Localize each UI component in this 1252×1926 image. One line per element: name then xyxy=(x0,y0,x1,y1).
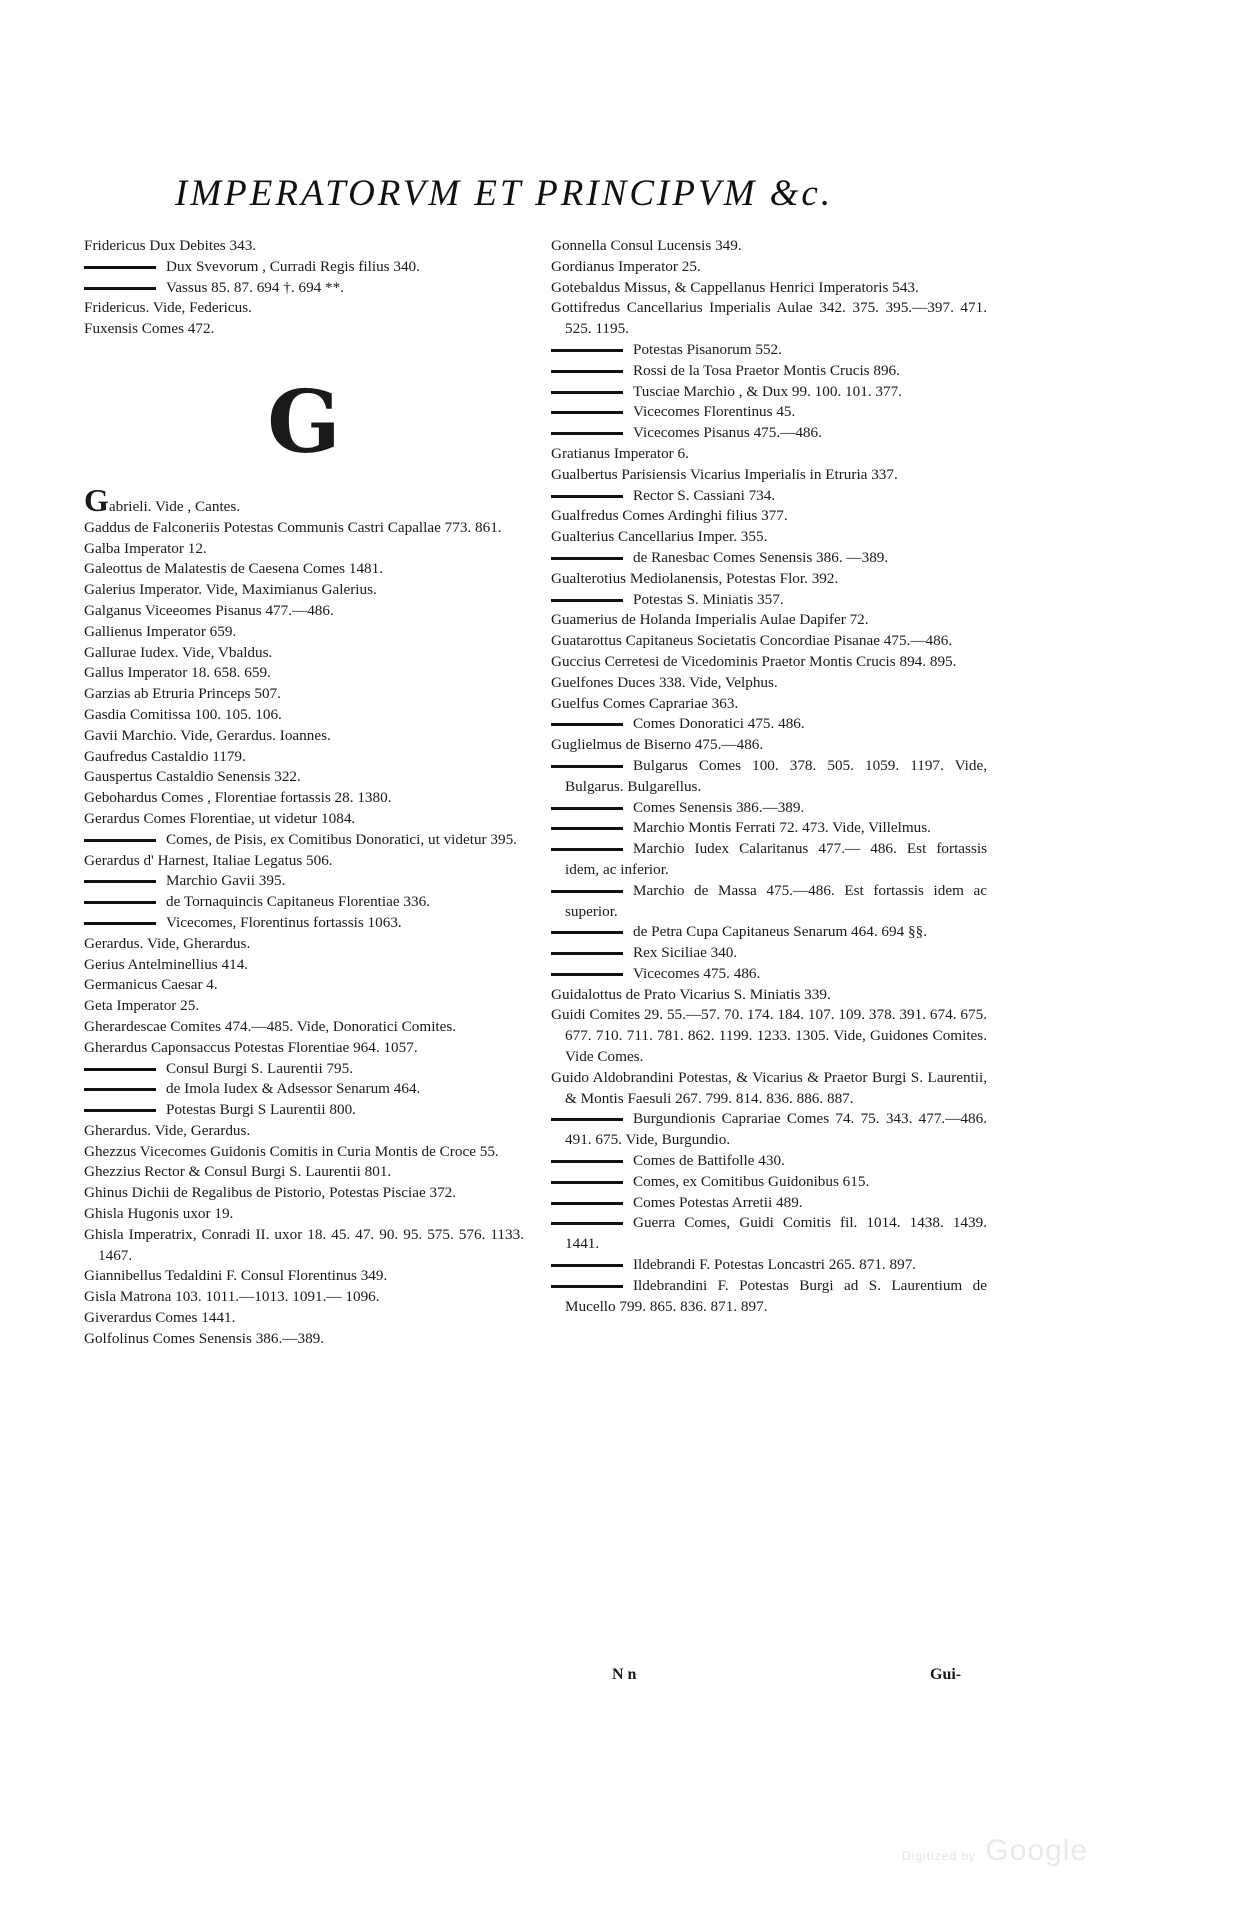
index-entry xyxy=(551,1068,987,1110)
index-entry xyxy=(84,1017,524,1038)
index-entry xyxy=(84,1308,524,1329)
index-subentry xyxy=(551,423,987,444)
index-entry xyxy=(84,1162,524,1183)
entry-text: Ildebrandini F. Potestas Burgi ad S. Laurentium de Mucello 799. 865. 836. 871. 897. xyxy=(565,1276,987,1315)
index-subentry xyxy=(551,839,987,881)
index-entry xyxy=(84,684,524,705)
entries-g xyxy=(84,481,524,1350)
entry-text: Fridericus. Vide, Federicus. xyxy=(84,299,252,317)
entry-text: Gherardescae Comites 474.—485. Vide, Donoratici Comites. xyxy=(84,1017,457,1035)
index-subentry xyxy=(84,892,524,913)
index-subentry xyxy=(84,913,524,934)
entry-text: Golfolinus Comes Senensis 386.—389. xyxy=(84,1329,325,1347)
index-entry xyxy=(84,622,524,643)
entries-g-continued xyxy=(551,236,987,1317)
entry-text: Gordianus Imperator 25. xyxy=(551,257,701,275)
entry-text: Comes, de Pisis, ex Comitibus Donoratici, ut videtur 395. xyxy=(166,830,517,848)
index-subentry xyxy=(551,1193,987,1214)
index-entry xyxy=(551,610,987,631)
entry-text: Gallienus Imperator 659. xyxy=(84,622,237,640)
entry-text: Ghezzus Vicecomes Guidonis Comitis in Curia Montis de Croce 55. xyxy=(84,1142,499,1160)
initial-letter: G xyxy=(84,481,109,518)
digitized-watermark xyxy=(902,1834,1088,1868)
entries-f xyxy=(84,236,524,340)
entry-text: Tusciae Marchio , & Dux 99. 100. 101. 377. xyxy=(633,382,902,400)
entry-text: Fuxensis Comes 472. xyxy=(84,320,215,338)
entry-text: Guido Aldobrandini Potestas, & Vicarius & Praetor Burgi S. Laurentii, & Montis Faesuli 267. 799. 814. 836. 886. 887. xyxy=(551,1068,987,1107)
entry-text: abrieli. Vide , Cantes. xyxy=(108,497,241,515)
entry-text: Marchio Gavii 395. xyxy=(166,872,286,890)
watermark-name: Google xyxy=(985,1834,1089,1867)
entry-text: Garzias ab Etruria Princeps 507. xyxy=(84,685,281,703)
index-entry xyxy=(84,1038,524,1059)
entry-text: Fridericus Dux Debites 343. xyxy=(84,237,257,254)
entry-text: Guelfones Duces 338. Vide, Velphus. xyxy=(551,673,778,691)
index-entry xyxy=(551,278,987,299)
index-entry xyxy=(84,518,524,539)
index-subentry xyxy=(84,1079,524,1100)
page-title: IMPERATORVM ET PRINCIPVM &c. xyxy=(175,173,834,214)
index-entry xyxy=(84,955,524,976)
entry-text: Comes Donoratici 475. 486. xyxy=(633,715,805,733)
entry-text: Potestas Burgi S Laurentii 800. xyxy=(166,1101,356,1119)
entry-text: de Ranesbac Comes Senensis 386. —389. xyxy=(633,548,889,566)
index-entry xyxy=(84,975,524,996)
index-entry xyxy=(84,1121,524,1142)
index-entry xyxy=(551,1005,987,1067)
entry-text: Gallus Imperator 18. 658. 659. xyxy=(84,664,271,682)
index-entry xyxy=(84,663,524,684)
entry-text: Gerardus Comes Florentiae, ut videtur 1084. xyxy=(84,809,356,827)
index-subentry xyxy=(84,871,524,892)
entry-text: Gratianus Imperator 6. xyxy=(551,444,689,462)
index-entry xyxy=(84,851,524,872)
index-entry xyxy=(551,527,987,548)
entry-text: Gavii Marchio. Vide, Gerardus. Ioannes. xyxy=(84,726,331,744)
index-entry xyxy=(551,465,987,486)
entry-text: Gualterotius Mediolanensis, Potestas Flor. 392. xyxy=(551,569,839,587)
index-subentry xyxy=(551,818,987,839)
index-entry xyxy=(551,444,987,465)
index-subentry xyxy=(84,257,524,278)
entry-text: Rossi de la Tosa Praetor Montis Crucis 896. xyxy=(633,361,900,379)
index-entry xyxy=(84,1183,524,1204)
index-entry xyxy=(84,767,524,788)
index-column-right xyxy=(551,236,987,1317)
entry-text: Ghisla Hugonis uxor 19. xyxy=(84,1205,234,1223)
entry-text: Vicecomes 475. 486. xyxy=(633,964,761,982)
index-subentry xyxy=(551,402,987,423)
index-entry xyxy=(551,631,987,652)
index-entry xyxy=(84,726,524,747)
entry-text: Gualterius Cancellarius Imper. 355. xyxy=(551,528,768,546)
entry-text: Vicecomes Pisanus 475.—486. xyxy=(633,424,822,442)
entry-text: Vicecomes Florentinus 45. xyxy=(633,403,796,421)
entry-text: Rex Siciliae 340. xyxy=(633,944,738,962)
entry-text: Comes, ex Comitibus Guidonibus 615. xyxy=(633,1172,870,1190)
entry-text: Marchio Iudex Calaritanus 477.— 486. Est fortassis idem, ac inferior. xyxy=(565,840,987,878)
signature-mark: N n xyxy=(612,1666,637,1683)
index-entry xyxy=(84,747,524,768)
entry-text: Vicecomes, Florentinus fortassis 1063. xyxy=(166,913,402,931)
section-letter: G xyxy=(267,371,341,473)
entry-text: Gauspertus Castaldio Senensis 322. xyxy=(84,768,301,786)
entry-text: Gualfredus Comes Ardinghi filius 377. xyxy=(551,507,788,525)
entry-text: Ildebrandi F. Potestas Loncastri 265. 871. 897. xyxy=(633,1256,917,1274)
index-subentry xyxy=(551,1172,987,1193)
catchword: Gui- xyxy=(930,1666,962,1683)
entry-text: Galganus Viceeomes Pisanus 477.—486. xyxy=(84,601,334,619)
index-entry xyxy=(84,1266,524,1287)
entry-text: Guatarottus Capitaneus Societatis Concordiae Pisanae 475.—486. xyxy=(551,632,953,650)
entry-text: Dux Svevorum , Curradi Regis filius 340. xyxy=(166,257,420,275)
entry-text: Marchio Montis Ferrati 72. 473. Vide, Villelmus. xyxy=(633,819,931,837)
index-entry xyxy=(551,652,987,673)
entry-text: Guamerius de Holanda Imperialis Aulae Dapifer 72. xyxy=(551,611,869,629)
index-entry xyxy=(551,506,987,527)
index-subentry xyxy=(551,881,987,923)
index-entry xyxy=(84,559,524,580)
entry-text: Guglielmus de Biserno 475.—486. xyxy=(551,736,764,754)
entry-text: Potestas S. Miniatis 357. xyxy=(633,590,784,608)
index-subentry xyxy=(84,278,524,299)
entry-text: Gallurae Iudex. Vide, Vbaldus. xyxy=(84,643,273,661)
index-entry xyxy=(84,1287,524,1308)
index-entry xyxy=(84,996,524,1017)
entry-text: Ghezzius Rector & Consul Burgi S. Laurentii 801. xyxy=(84,1163,392,1181)
entry-text: Ghisla Imperatrix, Conradi II. uxor 18. 45. 47. 90. 95. 575. 576. 1133. 1467. xyxy=(84,1225,524,1264)
index-entry xyxy=(551,298,987,340)
index-entry xyxy=(84,788,524,809)
entry-text: Comes Senensis 386.—389. xyxy=(633,798,805,816)
index-entry xyxy=(84,481,524,518)
entry-text: Gherardus. Vide, Gerardus. xyxy=(84,1121,251,1139)
entry-text: de Imola Iudex & Adsessor Senarum 464. xyxy=(166,1080,421,1098)
entry-text: Gerius Antelminellius 414. xyxy=(84,955,249,973)
index-subentry xyxy=(551,486,987,507)
index-entry xyxy=(84,643,524,664)
entry-text: Galerius Imperator. Vide, Maximianus Galerius. xyxy=(84,581,377,599)
entry-text: Gonnella Consul Lucensis 349. xyxy=(551,237,742,254)
entry-text: Gerardus. Vide, Gherardus. xyxy=(84,934,251,952)
index-subentry xyxy=(551,922,987,943)
entry-text: Giverardus Comes 1441. xyxy=(84,1309,236,1327)
index-subentry xyxy=(551,548,987,569)
entry-text: Galba Imperator 12. xyxy=(84,539,207,557)
index-subentry xyxy=(551,382,987,403)
index-entry xyxy=(84,1142,524,1163)
index-subentry xyxy=(551,361,987,382)
index-subentry xyxy=(551,1255,987,1276)
entry-text: Comes de Battifolle 430. xyxy=(633,1152,785,1170)
index-subentry xyxy=(84,1059,524,1080)
entry-text: Ghinus Dichii de Regalibus de Pistorio, Potestas Pisciae 372. xyxy=(84,1184,457,1202)
index-entry xyxy=(84,319,524,340)
entry-text: Gisla Matrona 103. 1011.—1013. 1091.— 1096. xyxy=(84,1288,380,1306)
entry-text: Gotebaldus Missus, & Cappellanus Henrici Imperatoris 543. xyxy=(551,278,919,296)
index-entry xyxy=(84,1204,524,1225)
index-entry xyxy=(84,934,524,955)
index-entry xyxy=(551,694,987,715)
entry-text: Guidi Comites 29. 55.—57. 70. 174. 184. 107. 109. 378. 391. 674. 675. 677. 710. 711. 781. 862. 1199. 1233. 1305. Vide, Guidones Comites. Vide Comes. xyxy=(551,1006,987,1066)
entry-text: Potestas Pisanorum 552. xyxy=(633,340,782,358)
index-subentry xyxy=(84,1100,524,1121)
entry-text: Gualbertus Parisiensis Vicarius Imperialis in Etruria 337. xyxy=(551,465,898,483)
entry-text: Gerardus d' Harnest, Italiae Legatus 506. xyxy=(84,851,333,869)
entry-text: Gebohardus Comes , Florentiae fortassis 28. 1380. xyxy=(84,789,392,807)
entry-text: Marchio de Massa 475.—486. Est fortassis idem ac superior. xyxy=(565,881,987,920)
index-subentry xyxy=(551,714,987,735)
entry-text: de Tornaquincis Capitaneus Florentiae 336. xyxy=(166,893,430,911)
entry-text: Guelfus Comes Caprariae 363. xyxy=(551,694,739,712)
entry-text: Geta Imperator 25. xyxy=(84,997,200,1015)
index-entry xyxy=(84,1329,524,1350)
index-subentry xyxy=(551,590,987,611)
index-subentry xyxy=(551,1213,987,1255)
entry-text: Guerra Comes, Guidi Comitis fil. 1014. 1438. 1439. 1441. xyxy=(565,1214,987,1253)
entry-text: Bulgarus Comes 100. 378. 505. 1059. 1197. Vide, Bulgarus. Bulgarellus. xyxy=(565,756,987,795)
index-entry xyxy=(84,298,524,319)
entry-text: Vassus 85. 87. 694 †. 694 **. xyxy=(166,278,345,296)
index-entry xyxy=(551,257,987,278)
index-entry xyxy=(84,1225,524,1267)
index-entry xyxy=(551,569,987,590)
entry-text: Comes Potestas Arretii 489. xyxy=(633,1193,803,1211)
index-subentry xyxy=(551,798,987,819)
index-entry xyxy=(551,236,987,257)
entry-text: Burgundionis Caprariae Comes 74. 75. 343. 477.—486. 491. 675. Vide, Burgundio. xyxy=(565,1110,987,1149)
index-entry xyxy=(84,601,524,622)
index-entry xyxy=(551,735,987,756)
entry-text: Galeottus de Malatestis de Caesena Comes 1481. xyxy=(84,560,384,578)
index-subentry xyxy=(551,1151,987,1172)
index-entry xyxy=(84,539,524,560)
index-entry xyxy=(84,236,524,257)
entry-text: Consul Burgi S. Laurentii 795. xyxy=(166,1059,354,1077)
index-entry xyxy=(84,705,524,726)
entry-text: Gasdia Comitissa 100. 105. 106. xyxy=(84,705,282,723)
index-entry xyxy=(551,985,987,1006)
index-subentry xyxy=(551,1109,987,1151)
entry-text: Germanicus Caesar 4. xyxy=(84,976,218,994)
index-subentry xyxy=(551,756,987,798)
entry-text: Rector S. Cassiani 734. xyxy=(633,486,776,504)
entry-text: Gaddus de Falconeriis Potestas Communis Castri Capallae 773. 861. xyxy=(84,518,502,536)
entry-text: Guidalottus de Prato Vicarius S. Miniatis 339. xyxy=(551,985,831,1003)
index-entry xyxy=(84,580,524,601)
entry-text: Giannibellus Tedaldini F. Consul Florentinus 349. xyxy=(84,1267,388,1285)
entry-text: Guccius Cerretesi de Vicedominis Praetor Montis Crucis 894. 895. xyxy=(551,652,957,670)
index-entry xyxy=(84,809,524,830)
index-column-left xyxy=(84,236,524,1350)
index-subentry xyxy=(551,1276,987,1318)
entry-text: Gottifredus Cancellarius Imperialis Aulae 342. 375. 395.—397. 471. 525. 1195. xyxy=(551,299,987,338)
index-subentry xyxy=(551,340,987,361)
index-entry xyxy=(551,673,987,694)
entry-text: Gaufredus Castaldio 1179. xyxy=(84,747,246,765)
index-subentry xyxy=(84,830,524,851)
index-subentry xyxy=(551,964,987,985)
entry-text: Gherardus Caponsaccus Potestas Florentiae 964. 1057. xyxy=(84,1038,418,1056)
watermark-prefix: Digitized by xyxy=(902,1849,977,1863)
entry-text: de Petra Cupa Capitaneus Senarum 464. 694 §§. xyxy=(633,923,927,941)
index-subentry xyxy=(551,943,987,964)
